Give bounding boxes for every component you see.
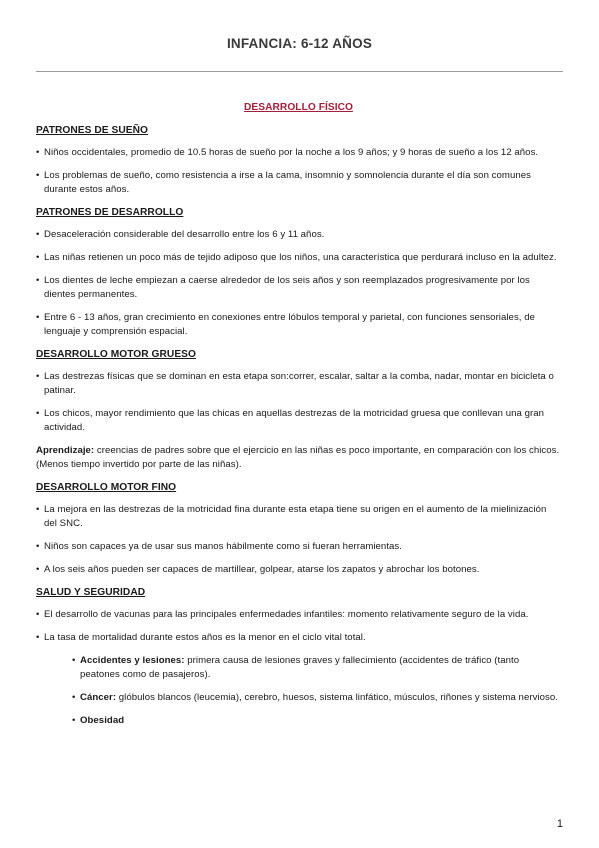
document-title: INFANCIA: 6-12 AÑOS [226,36,373,51]
learning-note-text: creencias de padres sobre que el ejercicio en las niñas es poco importante, en comparación con los chicos. (Menos tiempo invertido por parte de las niñas). [36,445,560,470]
list-item: • Niños occidentales, promedio de 10.5 horas de sueño por la noche a los 9 años; y 9 horas de sueño a los 12 años. [36,146,561,160]
heading-fine-motor: DESARROLLO MOTOR FINO [36,482,177,493]
list-item: • Desaceleración considerable del desarrollo entre los 6 y 11 años. [36,228,561,242]
document-body [36,101,561,737]
list-item: • A los seis años pueden ser capaces de martillear, golpear, atarse los zapatos y abrochar los botones. [36,563,561,577]
heading-gross-motor: DESARROLLO MOTOR GRUESO [36,349,197,360]
nested-item-label: Accidentes y lesiones: [80,655,185,666]
nested-item-text: primera causa de lesiones graves y fallecimiento (accidentes de tráfico (tanto peatones como de pasajeros). [80,655,520,680]
list-item: • Los problemas de sueño, como resistencia a irse a la cama, insomnio y somnolencia durante el día son comunes durante estos años. [36,169,561,197]
heading-health-safety: SALUD Y SEGURIDAD [36,587,146,598]
nested-item-label: Cáncer: [80,692,117,703]
list-item: • Las destrezas físicas que se dominan en esta etapa son:correr, escalar, saltar a la comba, nadar, montar en bicicleta o patinar. [36,370,561,398]
nested-list-item [72,714,561,728]
nested-list-item [72,654,561,682]
page-number: 1 [556,818,563,830]
learning-note [36,444,561,472]
title-divider [36,71,563,72]
nested-item-label: Obesidad [80,715,125,726]
list-item: • Las niñas retienen un poco más de tejido adiposo que los niños, una característica que perdurará incluso en la adultez. [36,251,561,265]
nested-list-item [72,691,561,705]
section-title: DESARROLLO FÍSICO [244,102,353,113]
list-item: • La mejora en las destrezas de la motricidad fina durante esta etapa tiene su origen en el aumento de la mielinización del SNC. [36,503,561,531]
list-item: • Entre 6 - 13 años, gran crecimiento en conexiones entre lóbulos temporal y parietal, con funciones sensoriales, de lenguaje y comprensión espacial. [36,311,561,339]
heading-development-patterns: PATRONES DE DESARROLLO [36,207,184,218]
list-item: • Niños son capaces ya de usar sus manos hábilmente como si fueran herramientas. [36,540,561,554]
list-item: • El desarrollo de vacunas para las principales enfermedades infantiles: momento relativamente seguro de la vida. [36,608,561,622]
list-item: • Los chicos, mayor rendimiento que las chicas en aquellas destrezas de la motricidad gruesa que conllevan una gran actividad. [36,407,561,435]
nested-item-text: glóbulos blancos (leucemia), cerebro, huesos, sistema linfático, músculos, riñones y sistema nervioso. [116,692,558,703]
learning-note-label: Aprendizaje: [36,445,95,456]
list-item: • Los dientes de leche empiezan a caerse alrededor de los seis años y son reemplazados progresivamente por los dientes permanentes. [36,274,561,302]
list-item: • La tasa de mortalidad durante estos años es la menor en el ciclo vital total. [36,631,561,645]
heading-sleep-patterns: PATRONES DE SUEÑO [36,125,148,136]
